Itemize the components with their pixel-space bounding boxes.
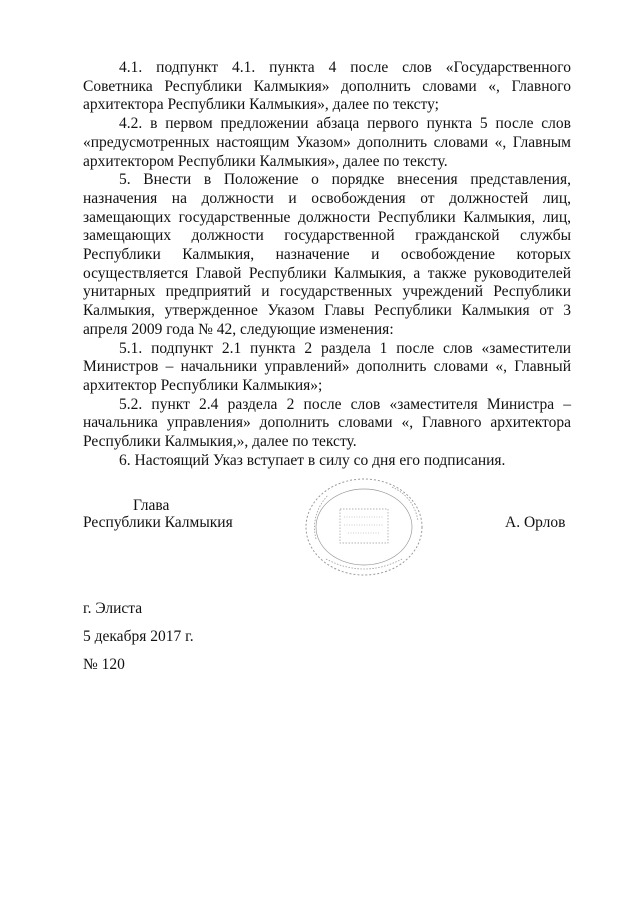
- paragraph-5-1: 5.1. подпункт 2.1 пункта 2 раздела 1 после слов «заместители Министров – начальники управлений» дополнить словами «, Главный архитектор Республики Калмыкия»;: [83, 339, 571, 394]
- paragraph-5-2: 5.2. пункт 2.4 раздела 2 после слов «заместителя Министра – начальника управления» дополнить словами «, Главного архитектора Республики Калмыкия,», далее по тексту.: [83, 395, 571, 451]
- paragraph-4-1: 4.1. подпункт 4.1. пункта 4 после слов «Государственного Советника Республики Калмыкия» дополнить словами «, Главного архитектора Республики Калмыкия», далее по тексту;: [83, 59, 571, 114]
- paragraph-6: 6. Настоящий Указ вступает в силу со дня его подписания.: [119, 451, 506, 469]
- signatory-title-line2: Республики Калмыкия: [83, 514, 233, 531]
- decree-body: [83, 59, 571, 470]
- official-seal: [296, 475, 432, 579]
- place-of-signing: г. Элиста: [83, 600, 143, 617]
- paragraph-4-2: 4.2. в первом предложении абзаца первого пункта 5 после слов «предусмотренных настоящим Указом» дополнить словами «, Главным архитектором Республики Калмыкия», далее по тексту.: [83, 115, 571, 170]
- seal-inner-ring: [316, 489, 412, 565]
- decree-number: № 120: [83, 656, 125, 673]
- seal-outer-ring: [306, 479, 422, 575]
- paragraph-5: 5. Внести в Положение о порядке внесения представления, назначения на должности и освобождения от должностей лиц, замещающих государственные должности Республики Калмыкия, лиц, замещающих должности государственной гражданской службы Республики Калмыкия, назначение и освобождение которых осуществляется Главой Республики Калмыкия, а также руководителей унитарных предприятий и государственных учреждений Республики Калмыкия, утвержденное Указом Главы Республики Калмыкия от 3 апреля 2009 года № 42, следующие изменения:: [83, 171, 571, 338]
- signatory-title-line1: Глава: [133, 497, 170, 514]
- decree-date: 5 декабря 2017 г.: [83, 628, 194, 645]
- seal-center-box: [340, 509, 388, 543]
- signatory-name: А. Орлов: [505, 514, 566, 531]
